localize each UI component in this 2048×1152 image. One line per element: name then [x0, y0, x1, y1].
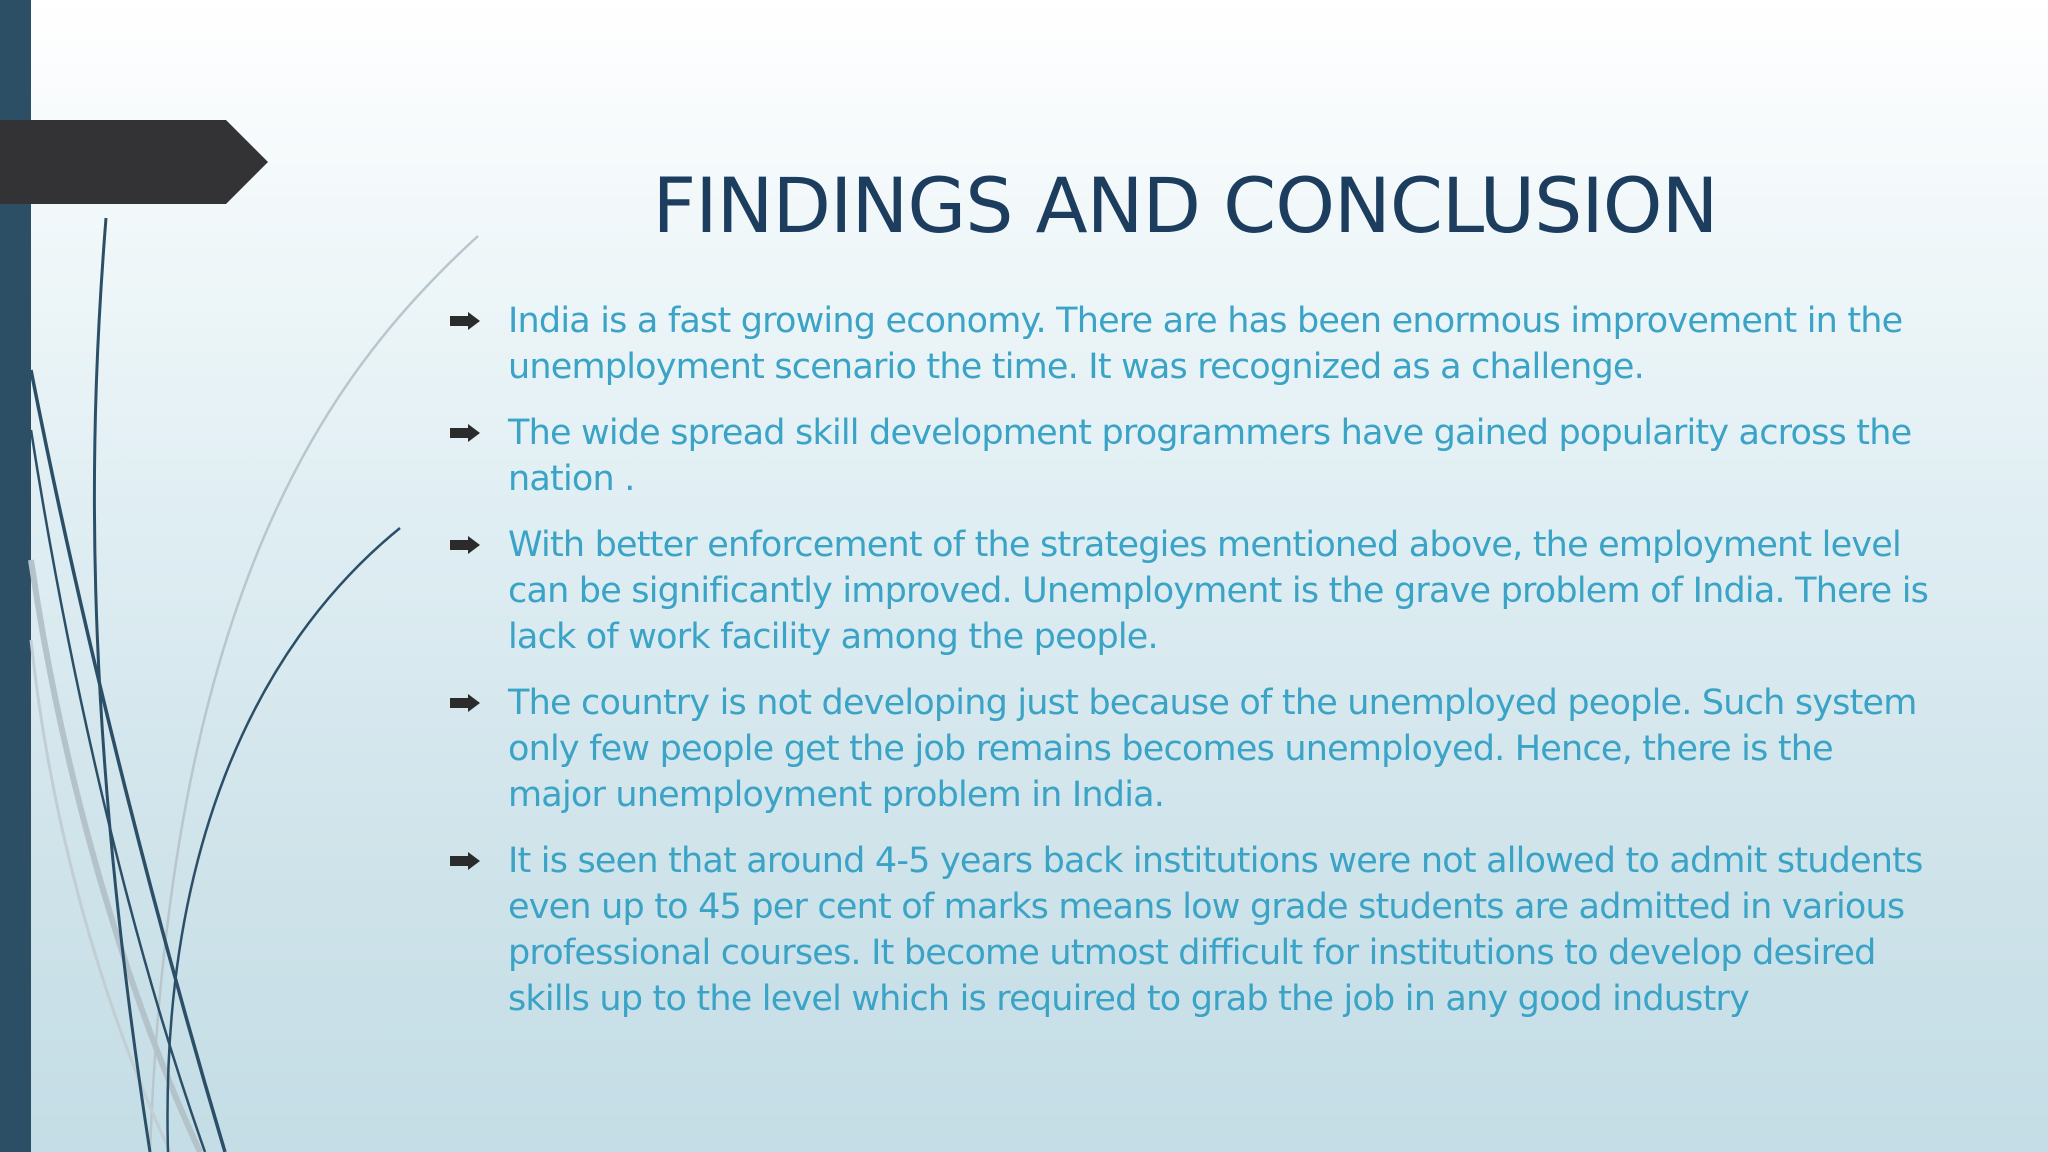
arrow-right-icon [450, 694, 480, 712]
arrow-right-icon [450, 312, 480, 330]
bullet-item [450, 522, 1940, 660]
arrow-right-icon [450, 536, 480, 554]
bullet-item [450, 680, 1940, 818]
bullet-text: India is a fast growing economy. There are has been enormous improvement in the unemployment scenario the time. It was recognized as a challenge. [508, 301, 1903, 387]
bullet-item [450, 410, 1940, 502]
bullet-text: The country is not developing just because of the unemployed people. Such system only few people get the job remains becomes unemployed. Hence, there is the major unemployment problem in India. [508, 683, 1917, 815]
decorative-curves [0, 0, 520, 1152]
bullet-item [450, 838, 1940, 1022]
bullet-list [450, 298, 1940, 1042]
bullet-item [450, 298, 1940, 390]
bullet-text: With better enforcement of the strategies mentioned above, the employment level can be significantly improved. Unemployment is the grave problem of India. There is lack of work facility among the people. [508, 525, 1929, 657]
arrow-right-icon [450, 424, 480, 442]
bullet-text: The wide spread skill development programmers have gained popularity across the nation . [508, 413, 1912, 499]
bullet-text: It is seen that around 4-5 years back institutions were not allowed to admit students even up to 45 per cent of marks means low grade students are admitted in various professional courses. It become utmost difficult for institutions to develop desired skills up to the level which is required to grab the job in any good industry [508, 841, 1923, 1019]
arrow-right-icon [450, 852, 480, 870]
slide-title: FINDINGS AND CONCLUSION [652, 160, 1718, 250]
